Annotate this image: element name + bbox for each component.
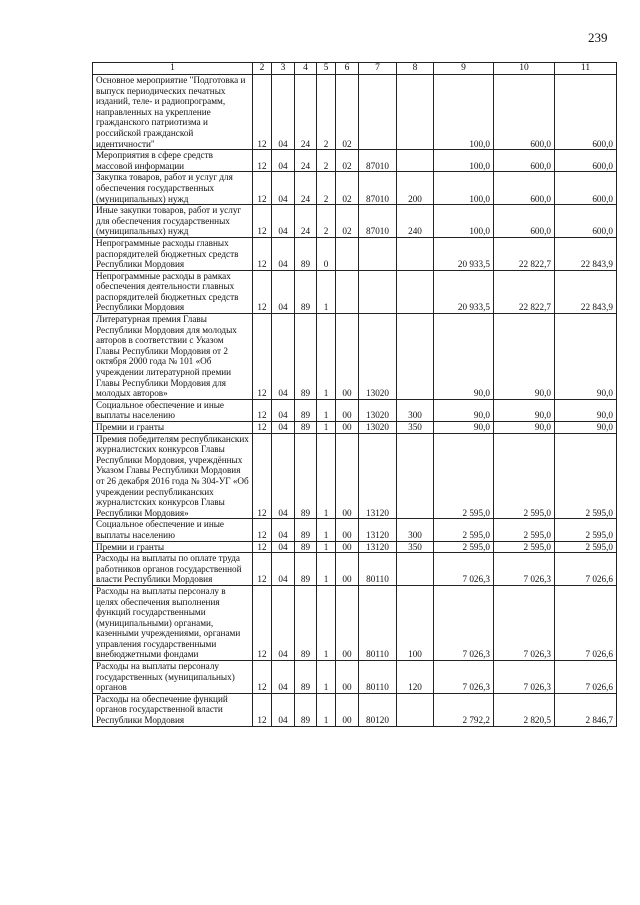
row-name-cell: Непрограммные расходы в рамках обеспечения деятельности главных распорядителей бюджетных средств Республики Мордовия [93, 270, 253, 313]
row-value-cell: 100,0 [434, 205, 494, 238]
table-row [93, 75, 617, 150]
row-value-cell: 13120 [359, 433, 397, 519]
table-row [93, 270, 617, 313]
row-value-cell: 12 [253, 661, 272, 694]
row-value-cell: 89 [295, 553, 317, 586]
row-value-cell: 13020 [359, 422, 397, 434]
row-value-cell: 12 [253, 150, 272, 172]
row-value-cell: 04 [272, 585, 295, 660]
row-value-cell: 2 595,0 [555, 519, 617, 541]
row-value-cell: 100 [397, 585, 434, 660]
row-value-cell [397, 693, 434, 726]
row-value-cell: 90,0 [434, 399, 494, 421]
row-value-cell: 300 [397, 399, 434, 421]
row-value-cell: 12 [253, 433, 272, 519]
row-value-cell: 2 595,0 [494, 433, 555, 519]
row-value-cell: 04 [272, 237, 295, 270]
row-value-cell: 12 [253, 314, 272, 400]
row-name-cell: Литературная премия Главы Республики Мордовия для молодых авторов в соответствии с Указом Главы Республики Мордовия от 2 октября 2000 года № 101 «Об учреждении литературной премии Главы Республики Мордовия для молодых авторов» [93, 314, 253, 400]
row-value-cell: 12 [253, 422, 272, 434]
row-value-cell: 200 [397, 172, 434, 205]
row-value-cell: 300 [397, 519, 434, 541]
row-value-cell: 89 [295, 433, 317, 519]
row-value-cell: 04 [272, 205, 295, 238]
row-value-cell: 89 [295, 693, 317, 726]
row-value-cell: 90,0 [434, 422, 494, 434]
row-value-cell: 13020 [359, 399, 397, 421]
row-name-cell: Расходы на выплаты по оплате труда работников органов государственной власти Республики Мордовия [93, 553, 253, 586]
row-value-cell: 22 843,9 [555, 237, 617, 270]
row-value-cell: 0 [317, 237, 336, 270]
row-value-cell: 80110 [359, 585, 397, 660]
row-name-cell: Расходы на выплаты персоналу государственных (муниципальных) органов [93, 661, 253, 694]
row-value-cell: 02 [336, 150, 359, 172]
row-value-cell: 89 [295, 519, 317, 541]
row-value-cell [397, 150, 434, 172]
row-name-cell: Иные закупки товаров, работ и услуг для обеспечения государственных (муниципальных) нужд [93, 205, 253, 238]
row-value-cell: 90,0 [434, 314, 494, 400]
row-value-cell: 2 595,0 [494, 541, 555, 553]
row-value-cell: 90,0 [555, 399, 617, 421]
header-cell: 10 [494, 63, 555, 75]
row-value-cell: 04 [272, 693, 295, 726]
row-value-cell [336, 270, 359, 313]
row-value-cell: 12 [253, 553, 272, 586]
header-cell: 7 [359, 63, 397, 75]
table-row [93, 205, 617, 238]
row-value-cell: 80110 [359, 553, 397, 586]
row-value-cell: 24 [295, 150, 317, 172]
row-value-cell: 04 [272, 433, 295, 519]
row-value-cell: 04 [272, 553, 295, 586]
row-value-cell: 2 595,0 [434, 519, 494, 541]
row-value-cell: 1 [317, 541, 336, 553]
row-value-cell: 04 [272, 75, 295, 150]
row-value-cell: 90,0 [555, 422, 617, 434]
row-value-cell: 350 [397, 422, 434, 434]
row-value-cell: 00 [336, 541, 359, 553]
row-value-cell [397, 237, 434, 270]
row-value-cell: 2 [317, 205, 336, 238]
row-value-cell: 2 [317, 150, 336, 172]
row-value-cell: 600,0 [494, 205, 555, 238]
row-value-cell: 2 820,5 [494, 693, 555, 726]
row-value-cell [359, 237, 397, 270]
row-value-cell: 2 595,0 [434, 541, 494, 553]
row-value-cell: 600,0 [555, 150, 617, 172]
row-value-cell: 1 [317, 422, 336, 434]
row-value-cell: 90,0 [494, 422, 555, 434]
row-value-cell [359, 270, 397, 313]
row-value-cell: 100,0 [434, 172, 494, 205]
table-row [93, 150, 617, 172]
table-row [93, 433, 617, 519]
row-value-cell: 2 846,7 [555, 693, 617, 726]
row-value-cell: 1 [317, 553, 336, 586]
row-value-cell: 12 [253, 75, 272, 150]
header-cell: 2 [253, 63, 272, 75]
row-value-cell: 00 [336, 399, 359, 421]
row-value-cell: 7 026,3 [494, 585, 555, 660]
row-value-cell: 1 [317, 693, 336, 726]
row-value-cell: 13120 [359, 519, 397, 541]
row-value-cell: 89 [295, 541, 317, 553]
table-row [93, 422, 617, 434]
row-value-cell: 04 [272, 661, 295, 694]
row-value-cell: 04 [272, 399, 295, 421]
row-value-cell: 12 [253, 519, 272, 541]
row-value-cell: 600,0 [555, 205, 617, 238]
row-value-cell: 1 [317, 399, 336, 421]
row-value-cell: 87010 [359, 205, 397, 238]
row-value-cell: 00 [336, 519, 359, 541]
row-value-cell: 00 [336, 553, 359, 586]
row-name-cell: Премия победителям республиканских журналистских конкурсов Главы Республики Мордовия, учреждённых Указом Главы Республики Мордовия от 26 декабря 2016 года № 304-УГ «Об учреждении республиканских журналистских конкурсов Главы Республики Мордовия» [93, 433, 253, 519]
row-value-cell: 12 [253, 205, 272, 238]
row-value-cell: 600,0 [555, 75, 617, 150]
row-value-cell: 7 026,3 [494, 661, 555, 694]
table-body [93, 75, 617, 727]
table-row [93, 519, 617, 541]
table-row [93, 541, 617, 553]
row-value-cell: 100,0 [434, 75, 494, 150]
row-value-cell: 2 792,2 [434, 693, 494, 726]
table-row [93, 172, 617, 205]
row-value-cell: 00 [336, 314, 359, 400]
row-value-cell: 600,0 [494, 150, 555, 172]
row-name-cell: Расходы на обеспечение функций органов государственной власти Республики Мордовия [93, 693, 253, 726]
row-value-cell: 04 [272, 172, 295, 205]
row-value-cell: 7 026,3 [494, 553, 555, 586]
table-row [93, 399, 617, 421]
table-row [93, 553, 617, 586]
row-value-cell: 600,0 [555, 172, 617, 205]
row-value-cell: 1 [317, 519, 336, 541]
row-value-cell: 89 [295, 270, 317, 313]
table-row [93, 237, 617, 270]
row-value-cell: 00 [336, 433, 359, 519]
header-row [93, 63, 617, 75]
row-value-cell: 04 [272, 422, 295, 434]
row-value-cell: 7 026,3 [434, 661, 494, 694]
row-value-cell: 1 [317, 270, 336, 313]
row-value-cell: 00 [336, 422, 359, 434]
row-value-cell: 90,0 [494, 399, 555, 421]
row-value-cell: 80120 [359, 693, 397, 726]
row-value-cell: 24 [295, 205, 317, 238]
row-name-cell: Непрограммные расходы главных распорядителей бюджетных средств Республики Мордовия [93, 237, 253, 270]
row-value-cell: 89 [295, 237, 317, 270]
row-value-cell: 12 [253, 237, 272, 270]
row-value-cell: 02 [336, 205, 359, 238]
row-value-cell: 12 [253, 693, 272, 726]
row-value-cell [397, 314, 434, 400]
row-value-cell: 89 [295, 399, 317, 421]
row-value-cell: 7 026,3 [434, 553, 494, 586]
row-value-cell: 89 [295, 314, 317, 400]
row-value-cell [397, 270, 434, 313]
header-cell: 3 [272, 63, 295, 75]
row-value-cell: 90,0 [555, 314, 617, 400]
budget-table [92, 62, 617, 727]
row-value-cell: 04 [272, 150, 295, 172]
row-value-cell: 12 [253, 399, 272, 421]
row-value-cell: 22 843,9 [555, 270, 617, 313]
row-value-cell: 04 [272, 519, 295, 541]
row-name-cell: Социальное обеспечение и иные выплаты населению [93, 399, 253, 421]
row-value-cell: 02 [336, 75, 359, 150]
row-value-cell: 2 [317, 172, 336, 205]
row-value-cell: 04 [272, 541, 295, 553]
row-value-cell: 12 [253, 270, 272, 313]
row-name-cell: Мероприятия в сфере средств массовой информации [93, 150, 253, 172]
row-value-cell: 87010 [359, 150, 397, 172]
row-value-cell: 7 026,3 [434, 585, 494, 660]
row-value-cell: 2 595,0 [494, 519, 555, 541]
row-value-cell: 13120 [359, 541, 397, 553]
row-value-cell [336, 237, 359, 270]
row-value-cell: 2 595,0 [555, 541, 617, 553]
row-value-cell: 2 595,0 [555, 433, 617, 519]
header-cell: 4 [295, 63, 317, 75]
row-value-cell: 80110 [359, 661, 397, 694]
row-value-cell: 240 [397, 205, 434, 238]
row-value-cell: 7 026,6 [555, 661, 617, 694]
row-value-cell: 1 [317, 314, 336, 400]
row-value-cell: 02 [336, 172, 359, 205]
row-value-cell: 600,0 [494, 75, 555, 150]
row-value-cell: 350 [397, 541, 434, 553]
row-value-cell: 7 026,6 [555, 553, 617, 586]
row-value-cell: 24 [295, 172, 317, 205]
row-value-cell: 12 [253, 541, 272, 553]
row-value-cell: 100,0 [434, 150, 494, 172]
row-value-cell: 89 [295, 422, 317, 434]
table-row [93, 661, 617, 694]
header-cell: 8 [397, 63, 434, 75]
row-value-cell: 1 [317, 585, 336, 660]
row-name-cell: Закупка товаров, работ и услуг для обеспечения государственных (муниципальных) нужд [93, 172, 253, 205]
row-name-cell: Расходы на выплаты персоналу в целях обеспечения выполнения функций государственными (муниципальными) органами, казенными учреждениями, органами управления государственными внебюджетными фондами [93, 585, 253, 660]
page-number: 239 [588, 30, 608, 45]
row-value-cell [397, 553, 434, 586]
header-cell: 6 [336, 63, 359, 75]
row-value-cell: 22 822,7 [494, 270, 555, 313]
row-value-cell: 90,0 [494, 314, 555, 400]
row-value-cell: 87010 [359, 172, 397, 205]
row-value-cell: 12 [253, 585, 272, 660]
row-value-cell: 00 [336, 585, 359, 660]
row-value-cell: 2 [317, 75, 336, 150]
row-value-cell: 89 [295, 585, 317, 660]
row-value-cell: 20 933,5 [434, 270, 494, 313]
row-name-cell: Премии и гранты [93, 541, 253, 553]
row-value-cell: 600,0 [494, 172, 555, 205]
row-value-cell: 12 [253, 172, 272, 205]
row-value-cell: 20 933,5 [434, 237, 494, 270]
row-name-cell: Премии и гранты [93, 422, 253, 434]
table-row [93, 314, 617, 400]
row-value-cell: 7 026,6 [555, 585, 617, 660]
row-value-cell: 22 822,7 [494, 237, 555, 270]
table-row [93, 693, 617, 726]
row-value-cell: 00 [336, 693, 359, 726]
row-name-cell: Основное мероприятие "Подготовка и выпуск периодических печатных изданий, теле- и радиопрограмм, направленных на укрепление гражданского патриотизма и российской гражданской идентичности" [93, 75, 253, 150]
row-value-cell: 89 [295, 661, 317, 694]
row-name-cell: Социальное обеспечение и иные выплаты населению [93, 519, 253, 541]
row-value-cell: 00 [336, 661, 359, 694]
row-value-cell [359, 75, 397, 150]
row-value-cell [397, 433, 434, 519]
row-value-cell [397, 75, 434, 150]
row-value-cell: 2 595,0 [434, 433, 494, 519]
table-row [93, 585, 617, 660]
row-value-cell: 1 [317, 433, 336, 519]
header-cell: 11 [555, 63, 617, 75]
header-cell: 1 [93, 63, 253, 75]
row-value-cell: 13020 [359, 314, 397, 400]
row-value-cell: 04 [272, 270, 295, 313]
row-value-cell: 1 [317, 661, 336, 694]
row-value-cell: 04 [272, 314, 295, 400]
header-cell: 5 [317, 63, 336, 75]
header-cell: 9 [434, 63, 494, 75]
row-value-cell: 24 [295, 75, 317, 150]
row-value-cell: 120 [397, 661, 434, 694]
